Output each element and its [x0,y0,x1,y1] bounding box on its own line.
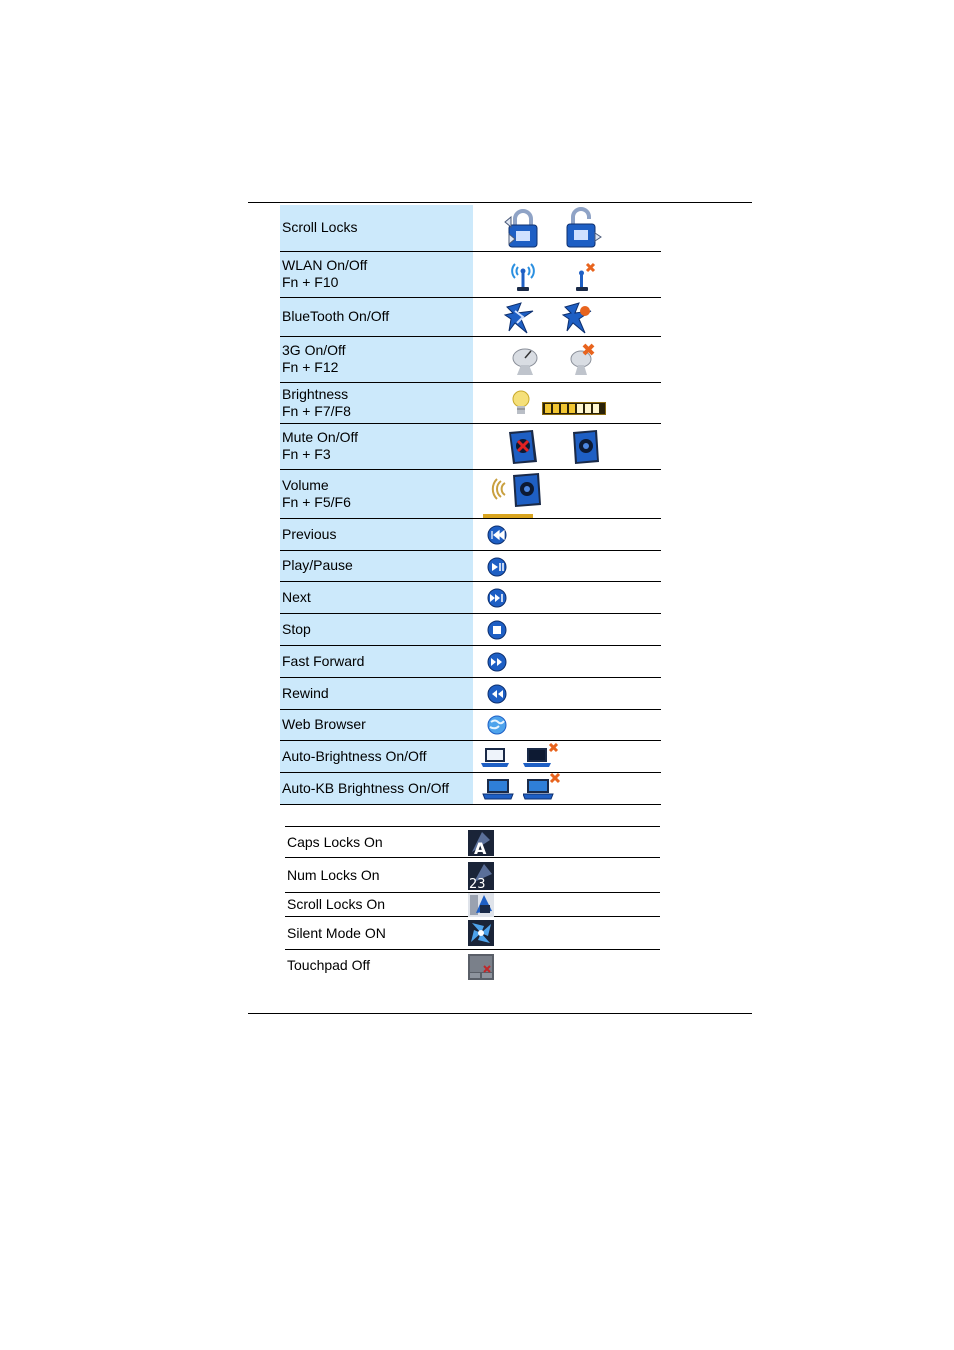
row-label: Auto-Brightness On/Off [280,740,473,772]
row-label: Brightness Fn + F7/F8 [280,382,473,423]
num-lock-icon [468,862,494,890]
osd-icon-table [280,205,661,805]
bulb-icon [511,389,531,417]
laptop-kb-icon [481,777,515,801]
scroll-lock-icon [468,893,494,917]
touchpad-off-icon [468,954,494,980]
indicator-icon-table [285,826,660,982]
row-label: Scroll Locks On [285,893,468,917]
row-label: Mute On/Off Fn + F3 [280,423,473,469]
table-row [285,827,660,858]
row-label: Silent Mode ON [285,917,468,950]
row-label: BlueTooth On/Off [280,297,473,336]
table-row [280,251,661,297]
table-row [280,205,661,251]
table-row [280,469,661,518]
row-label: WLAN On/Off Fn + F10 [280,251,473,297]
svg-text:A: A [474,839,487,856]
row-label: Rewind [280,677,473,709]
wlan-off-icon [571,262,597,294]
row-label: Web Browser [280,709,473,740]
volume-level-bar-icon [483,514,533,518]
table-row [285,917,660,950]
row-label: Num Locks On [285,858,468,893]
bottom-rule [248,1013,752,1014]
wlan-on-icon [509,260,537,292]
table-row [280,297,661,336]
padlock-locked-icon [503,208,543,250]
table-row [280,613,661,645]
bluetooth-off-icon [561,301,597,335]
top-rule [248,202,752,203]
row-label: Auto-KB Brightness On/Off [280,772,473,804]
svg-text:23: 23 [469,877,486,890]
row-label: Fast Forward [280,645,473,677]
speaker-muted-icon [507,428,539,466]
caps-lock-icon [468,830,494,856]
next-icon [486,588,508,608]
laptop-kb-off-icon [523,773,563,801]
3g-off-icon [569,343,597,377]
row-label: Scroll Locks [280,205,473,251]
table-row [280,709,661,740]
laptop-icon [479,745,511,769]
table-row [280,423,661,469]
table-row [280,772,661,804]
row-label: Volume Fn + F5/F6 [280,469,473,518]
table-row [280,550,661,581]
table-row [285,893,660,917]
fast-forward-icon [486,652,508,672]
laptop-off-icon [523,743,559,769]
previous-icon [486,525,508,545]
table-row [280,382,661,423]
silent-mode-icon [468,920,494,946]
row-label: Next [280,581,473,613]
row-label: Caps Locks On [285,827,468,858]
table-row [280,677,661,709]
table-row [280,518,661,550]
rewind-icon [486,684,508,704]
table-row [285,950,660,982]
table-row [280,645,661,677]
table-row [280,336,661,382]
row-label: Stop [280,613,473,645]
web-browser-icon [486,714,508,736]
table-row [280,740,661,772]
stop-icon [486,620,508,640]
table-row [285,858,660,893]
speaker-icon [571,428,601,466]
row-label: Previous [280,518,473,550]
row-label: Play/Pause [280,550,473,581]
3g-on-icon [511,347,539,377]
table-row [280,581,661,613]
speaker-volume-icon [491,471,547,507]
play-pause-icon [486,557,508,577]
row-label: 3G On/Off Fn + F12 [280,336,473,382]
row-label: Touchpad Off [285,950,468,982]
bluetooth-on-icon [503,301,537,335]
brightness-level-bar-icon [542,402,606,415]
padlock-unlocked-icon [563,207,605,249]
